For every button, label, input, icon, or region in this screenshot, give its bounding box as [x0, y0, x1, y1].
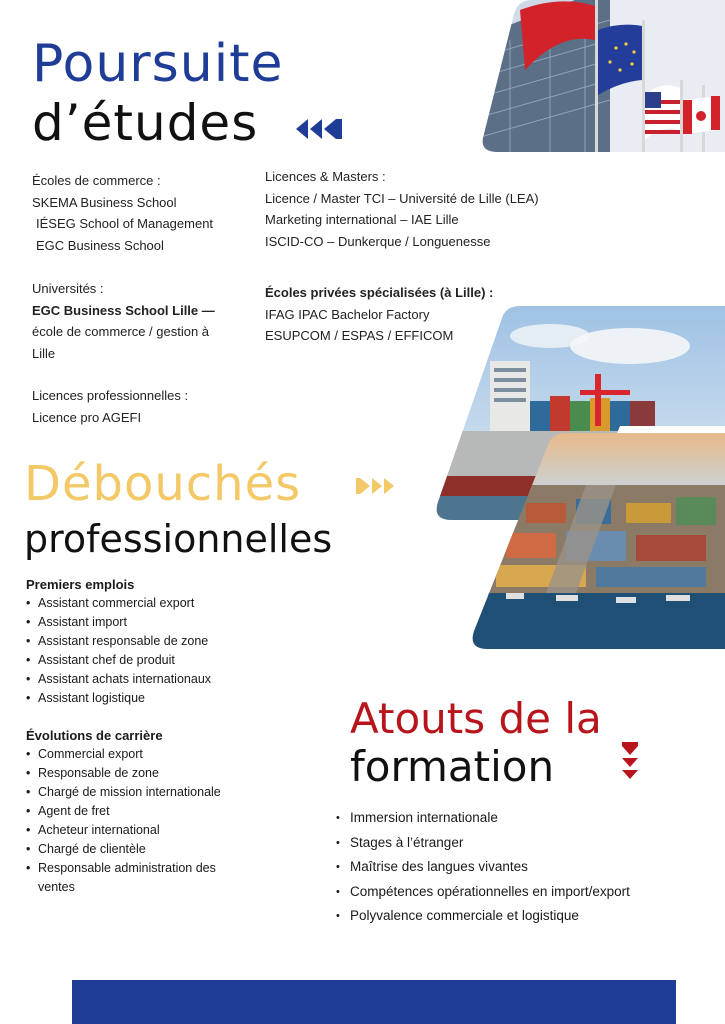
list-item: • Maîtrise des langues vivantes: [336, 855, 696, 880]
atouts-list: [336, 806, 696, 929]
atouts-title-line1: Atouts de la: [350, 694, 602, 743]
list-item: • Responsable administration des ventes: [26, 859, 251, 897]
list-item: • Agent de fret: [26, 802, 251, 821]
footer-bar: [72, 980, 676, 1024]
universite-line: Lille: [32, 345, 56, 361]
licences-masters-block: [265, 166, 595, 252]
ecole-item: EGC Business School: [36, 237, 164, 253]
ecole-privee-item: IFAG IPAC Bachelor Factory: [265, 306, 430, 322]
licence-pro-item: Licence pro AGEFI: [32, 409, 142, 425]
ecole-privee-item: ESUPCOM / ESPAS / EFFICOM: [265, 328, 454, 343]
ecoles-commerce-label: Écoles de commerce :: [32, 173, 161, 188]
evolutions-section: [26, 726, 251, 897]
licences-pro-block: [32, 385, 262, 428]
universites-label: Universités :: [32, 281, 104, 296]
poursuite-title-line1: Poursuite: [32, 34, 284, 94]
premiers-emplois-title: Premiers emplois: [26, 577, 135, 592]
licence-master-item: Marketing international – IAE Lille: [265, 212, 459, 227]
chevrons-down-icon: [620, 742, 640, 784]
list-item: • Chargé de mission internationale: [26, 783, 251, 802]
ecole-item: SKEMA Business School: [32, 194, 177, 210]
list-item: • Assistant commercial export: [26, 594, 326, 613]
ecoles-commerce-block: [32, 170, 262, 256]
list-item: • Stages à l’étranger: [336, 831, 696, 856]
chevrons-right-icon: [356, 476, 398, 496]
list-item: • Assistant import: [26, 613, 326, 632]
universite-line: école de commerce / gestion à: [32, 324, 210, 339]
list-item: • Assistant logistique: [26, 689, 326, 708]
debouches-title-line1: Débouchés: [24, 456, 302, 512]
list-item: • Assistant chef de produit: [26, 651, 326, 670]
licence-master-item: Licence / Master TCI – Université de Lille (LEA): [265, 190, 539, 206]
list-item: • Acheteur international: [26, 821, 251, 840]
list-item: • Assistant achats internationaux: [26, 670, 326, 689]
universites-block: [32, 278, 252, 364]
licences-masters-label: Licences & Masters :: [265, 169, 386, 184]
list-item: • Responsable de zone: [26, 764, 251, 783]
port-photo: [466, 433, 725, 649]
poursuite-title-line2: d’études: [32, 94, 259, 152]
chevrons-left-icon: [294, 117, 344, 141]
list-item: • Polyvalence commerciale et logistique: [336, 904, 696, 929]
universite-bold: EGC Business School Lille —: [32, 302, 215, 318]
licence-master-item: ISCID-CO – Dunkerque / Longuenesse: [265, 233, 491, 249]
list-item: • Compétences opérationnelles en import/export: [336, 880, 696, 905]
flags-photo: [470, 0, 725, 152]
list-item: • Commercial export: [26, 745, 251, 764]
licences-pro-label: Licences professionnelles :: [32, 388, 189, 403]
debouches-title-line2: professionnelles: [24, 517, 333, 561]
atouts-title-line2: formation: [350, 742, 555, 791]
evolutions-title: Évolutions de carrière: [26, 728, 163, 743]
ecole-item: IÉSEG School of Management: [36, 216, 214, 231]
premiers-emplois-section: [26, 575, 326, 708]
list-item: • Chargé de clientèle: [26, 840, 251, 859]
ecoles-privees-label: Écoles privées spécialisées (à Lille) :: [265, 285, 494, 300]
list-item: • Immersion internationale: [336, 806, 696, 831]
list-item: • Assistant responsable de zone: [26, 632, 326, 651]
